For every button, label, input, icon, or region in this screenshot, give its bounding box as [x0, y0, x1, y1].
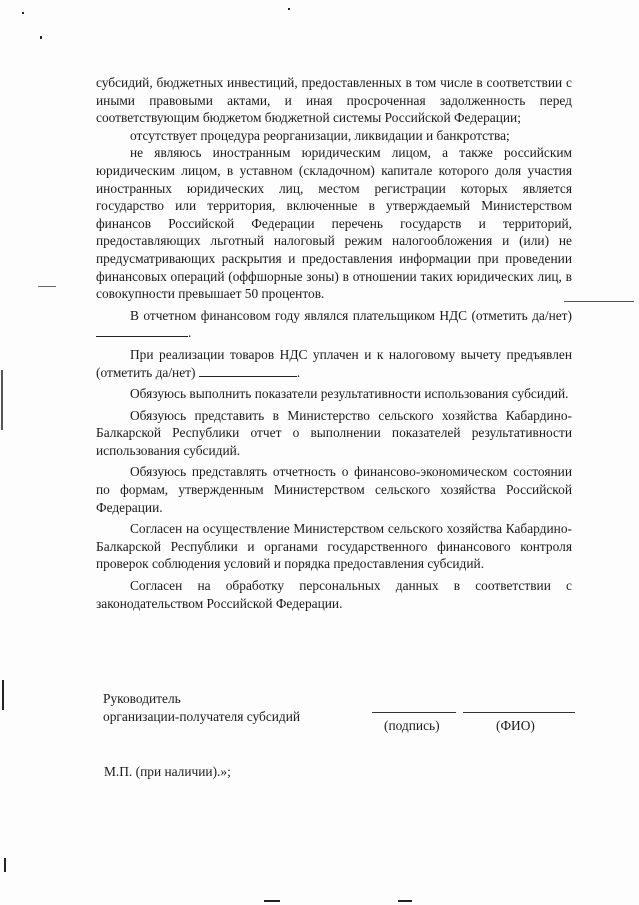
scan-edge-mark	[2, 680, 4, 710]
scan-edge-mark	[4, 858, 6, 872]
scan-line	[564, 301, 634, 302]
vat-payer-tail: .	[188, 325, 192, 341]
paragraph-financial-reporting: Обязуюсь представлять отчетность о финансово-экономическом состоянии по формам, утвержденным Министерством сельского хозяйства Российской Федерации.	[96, 464, 572, 515]
paragraph-not-foreign-entity: не являюсь иностранным юридическим лицом, а также российским юридическим лицом, в уставном (складочном) капитале которого доля участия иностранных юридических лиц, местом регистрации которых является государство или территория, включенные в утверждаемый Министерством финансов Российской Федерации перечень государств и территорий, предоставляющих льготный налоговый режим налогообложения и (или) не предусматривающих раскрытия и предоставления информации при проведении финансовых операций (оффшорные зоны) в отношении таких юридических лиц, в совокупности превышает 50 процентов.	[96, 145, 572, 302]
paragraph-personal-data-consent: Согласен на обработку персональных данных в соответствии с законодательством Российской Федерации.	[96, 578, 572, 611]
full-name-caption: (ФИО)	[496, 718, 535, 733]
paragraph-arrears: субсидий, бюджетных инвестиций, предоставленных в том числе в соответствии с иными правовыми актами, и иная просроченная задолженность перед соответствующим бюджетом бюджетной системы Российской Федерации;	[96, 75, 572, 126]
signatory-organization: организации-получателя субсидий	[103, 709, 301, 724]
stamp-note: М.П. (при наличии).»;	[104, 764, 231, 779]
vat-payer-text: В отчетном финансовом году являлся плательщиком НДС (отметить да/нет)	[130, 307, 572, 323]
scan-speck	[288, 8, 290, 10]
signature-caption: (подпись)	[384, 718, 440, 733]
full-name-line[interactable]	[463, 712, 575, 713]
scan-edge-mark	[264, 900, 280, 902]
scan-edge-mark	[1, 370, 3, 430]
signature-line[interactable]	[372, 712, 456, 713]
vat-deduction-text: При реализации товаров НДС уплачен и к налоговому вычету предъявлен (отметить да/нет)	[96, 346, 572, 380]
scan-speck	[22, 12, 24, 14]
paragraph-report-obligation: Обязуюсь представить в Министерство сельского хозяйства Кабардино-Балкарской Республики отчет о выполнении показателей результативности использования субсидий.	[96, 407, 572, 458]
paragraph-performance-indicators: Обязуюсь выполнить показатели результативности использования субсидий.	[130, 386, 569, 402]
scan-edge-mark	[398, 900, 412, 902]
vat-payer-blank[interactable]	[96, 324, 188, 337]
paragraph-no-reorganization: отсутствует процедура реорганизации, ликвидации и банкротства;	[130, 127, 510, 143]
vat-deduction-tail: .	[296, 364, 301, 380]
document-body	[96, 74, 572, 612]
vat-deduction-blank[interactable]	[199, 364, 297, 377]
scan-speck	[40, 36, 42, 39]
paragraph-vat-payer	[96, 307, 572, 342]
paragraph-inspection-consent: Согласен на осуществление Министерством сельского хозяйства Кабардино-Балкарской Республики и органами государственного финансового контроля проверок соблюдения условий и порядка предоставления субсидий.	[96, 521, 572, 572]
scan-line	[38, 286, 56, 287]
paragraph-vat-deduction	[96, 346, 572, 381]
signatory-title: Руководитель	[103, 691, 181, 706]
